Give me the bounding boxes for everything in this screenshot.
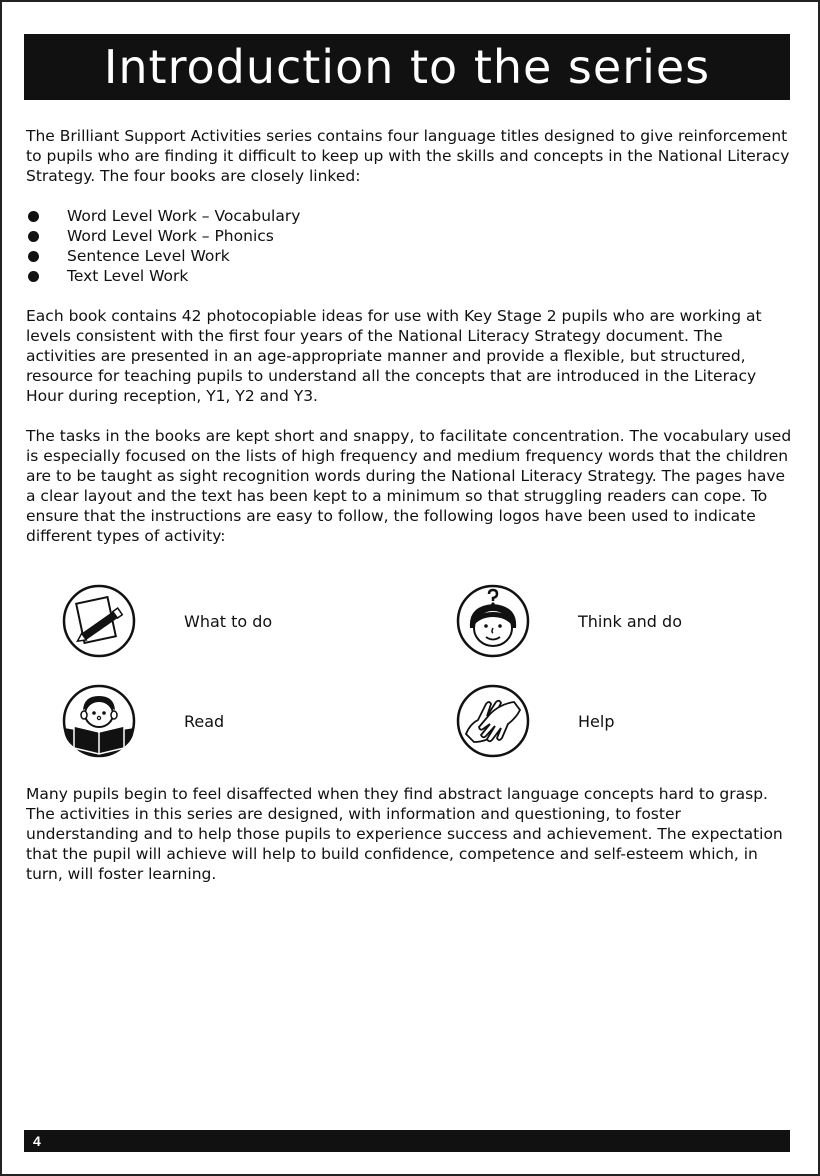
page-number: 4 <box>33 1133 41 1149</box>
footer-bar <box>24 1130 790 1152</box>
tasks-paragraph: The tasks in the books are kept short and snappy, to facilitate concentration. The vocabulary used is especially focused on the lists of high frequency and medium frequency words that the children are to be taught as sight recognition words during the National Literacy Strategy. The pages have a clear layout and the text has been kept to a minimum so that struggling readers can cope. To ensure that the instructions are easy to follow, the following logos have been used to indicate different types of activity: <box>26 427 792 545</box>
logo-label: Help <box>578 711 615 731</box>
intro-paragraph: The Brilliant Support Activities series contains four language titles designed to give reinforcement to pupils who are finding it difficult to keep up with the skills and concepts in the National Literacy Strategy. The four books are closely linked: <box>26 127 790 185</box>
helping-hands-icon <box>456 684 530 758</box>
list-item <box>26 266 794 286</box>
logo-what-to-do <box>62 584 272 658</box>
list-item-label: Word Level Work – Phonics <box>67 227 274 245</box>
pencil-paper-icon <box>62 584 136 658</box>
list-item <box>26 206 794 226</box>
page-title: Introduction to the series <box>103 40 711 94</box>
bullet-icon <box>28 271 39 282</box>
bullet-icon <box>28 251 39 262</box>
logo-help <box>456 684 614 758</box>
thinking-face-icon <box>456 584 530 658</box>
logo-label: What to do <box>184 611 273 631</box>
books-paragraph: Each book contains 42 photocopiable ideas for use with Key Stage 2 pupils who are working at levels consistent with the first four years of the National Literacy Strategy document. The activities are presented in an age-appropriate manner and provide a flexible, but structured, resource for teaching pupils to understand all the concepts that are introduced in the Literacy Hour during reception, Y1, Y2 and Y3. <box>26 307 762 405</box>
closing-paragraph: Many pupils begin to feel disaffected when they find abstract language concepts hard to grasp. The activities in this series are designed, with information and questioning, to foster understanding and to help those pupils to experience success and achievement. The expectation that the pupil will achieve will help to build confidence, competence and self-esteem which, in turn, will foster learning. <box>26 785 783 883</box>
list-item-label: Text Level Work <box>67 267 189 285</box>
bullet-icon <box>28 231 39 242</box>
title-bar <box>24 34 790 100</box>
list-item <box>26 226 794 246</box>
logo-key <box>62 584 762 759</box>
bullet-icon <box>28 211 39 222</box>
reading-child-icon <box>62 684 136 758</box>
logo-think-and-do <box>456 584 682 658</box>
list-item <box>26 246 794 266</box>
main-content <box>26 126 794 546</box>
logo-label: Think and do <box>578 611 682 631</box>
list-item-label: Sentence Level Work <box>67 247 230 265</box>
logo-label: Read <box>184 711 225 731</box>
book-list <box>26 206 794 286</box>
logo-read <box>62 684 224 758</box>
list-item-label: Word Level Work – Vocabulary <box>67 207 301 225</box>
